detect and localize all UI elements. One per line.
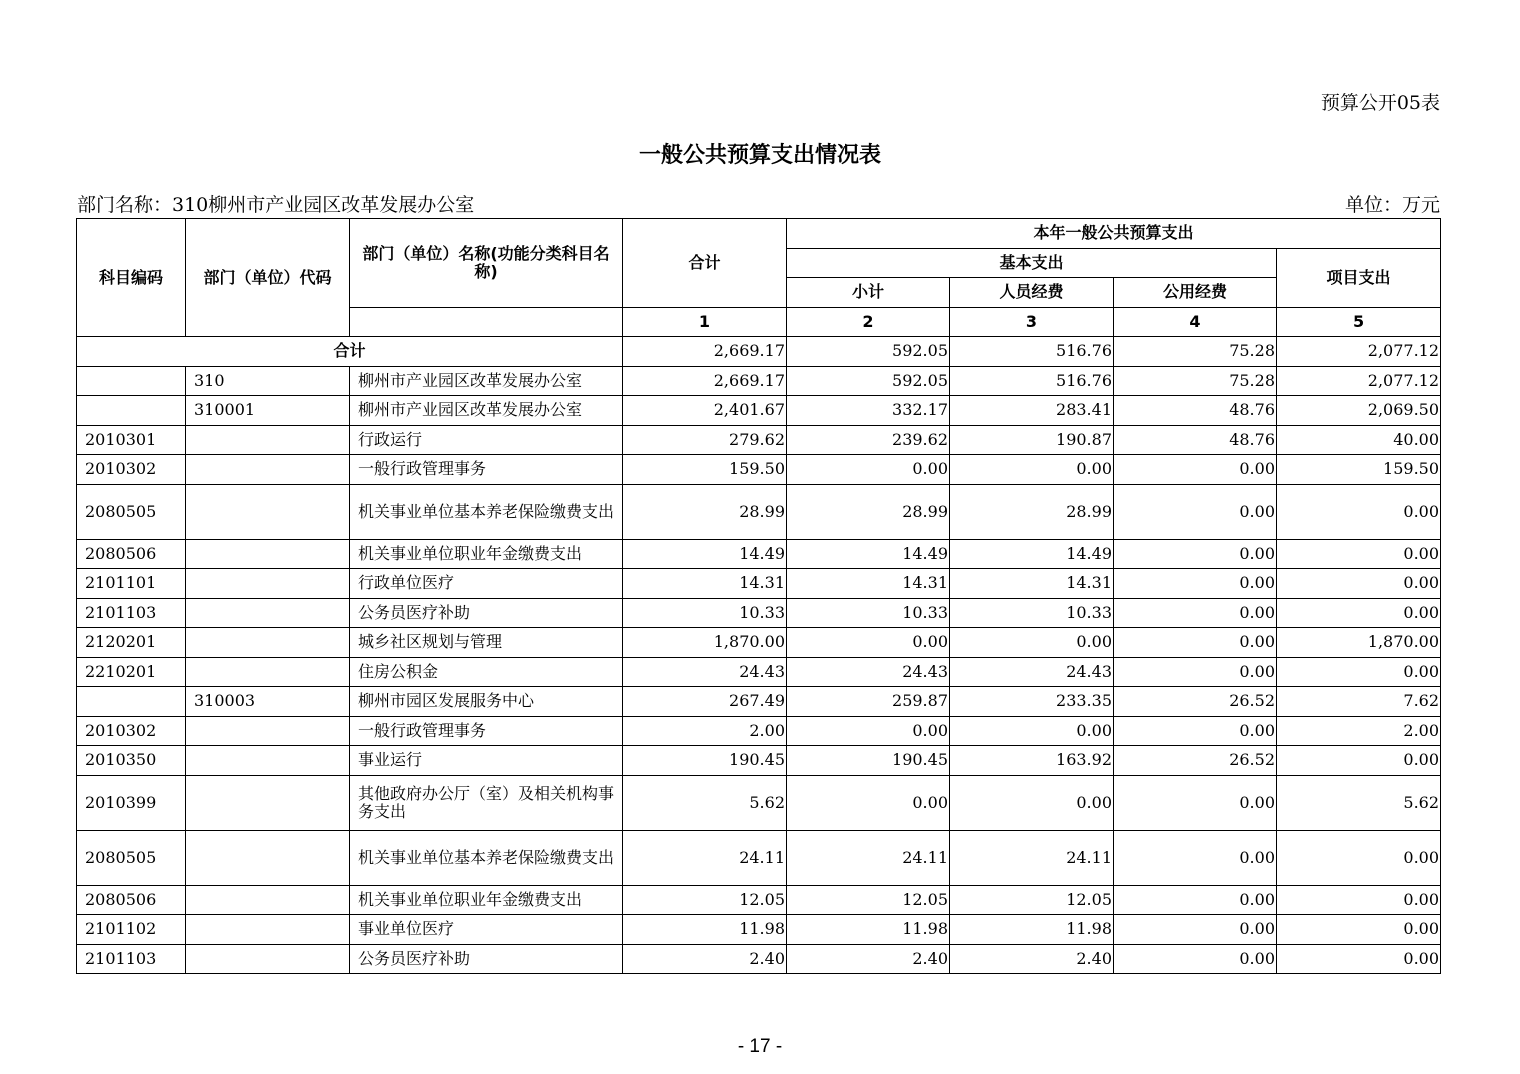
dept-code-cell [186, 539, 350, 569]
value-cell: 190.45 [787, 746, 950, 776]
subject-code-cell [77, 396, 186, 426]
subject-code-cell: 2010399 [77, 775, 186, 830]
header-subject-code: 科目编码 [77, 219, 186, 337]
value-cell: 2.40 [623, 944, 787, 974]
table-row [77, 628, 1441, 658]
value-cell: 14.31 [950, 569, 1114, 599]
value-cell: 24.43 [787, 657, 950, 687]
value-cell: 26.52 [1114, 746, 1277, 776]
dept-name-cell: 行政单位医疗 [350, 569, 623, 599]
dept-name-cell: 柳州市产业园区改革发展办公室 [350, 396, 623, 426]
dept-code-cell: 310003 [186, 687, 350, 717]
value-cell: 28.99 [623, 484, 787, 539]
value-cell: 0.00 [1277, 944, 1441, 974]
value-cell: 0.00 [950, 716, 1114, 746]
value-cell: 0.00 [1114, 484, 1277, 539]
dept-code-cell [186, 915, 350, 945]
value-cell: 2,069.50 [1277, 396, 1441, 426]
value-cell: 24.43 [950, 657, 1114, 687]
subject-code-cell: 2010350 [77, 746, 186, 776]
value-cell: 190.87 [950, 425, 1114, 455]
dept-code-cell [186, 716, 350, 746]
value-cell: 40.00 [1277, 425, 1441, 455]
budget-table [76, 218, 1441, 974]
value-cell: 0.00 [1114, 569, 1277, 599]
total-label: 合计 [77, 337, 623, 367]
dept-name-cell: 柳州市园区发展服务中心 [350, 687, 623, 717]
table-row [77, 915, 1441, 945]
value-cell: 0.00 [1277, 830, 1441, 885]
form-code: 预算公开05表 [1320, 92, 1440, 114]
table-row [77, 396, 1441, 426]
col-num-5: 5 [1277, 307, 1441, 337]
value-cell: 0.00 [1114, 716, 1277, 746]
value-cell: 14.49 [950, 539, 1114, 569]
value-cell: 1,870.00 [623, 628, 787, 658]
value-cell: 0.00 [1114, 944, 1277, 974]
subject-code-cell: 2010301 [77, 425, 186, 455]
table-row [77, 885, 1441, 915]
value-cell: 283.41 [950, 396, 1114, 426]
value-cell: 2,669.17 [623, 337, 787, 367]
dept-name-cell: 其他政府办公厅（室）及相关机构事务支出 [350, 775, 623, 830]
dept-name-cell: 一般行政管理事务 [350, 716, 623, 746]
value-cell: 12.05 [787, 885, 950, 915]
dept-name-cell: 行政运行 [350, 425, 623, 455]
value-cell: 332.17 [787, 396, 950, 426]
value-cell: 1,870.00 [1277, 628, 1441, 658]
value-cell: 0.00 [1114, 539, 1277, 569]
value-cell: 2,401.67 [623, 396, 787, 426]
table-row [77, 337, 1441, 367]
value-cell: 28.99 [950, 484, 1114, 539]
value-cell: 2.40 [950, 944, 1114, 974]
value-cell: 2.00 [1277, 716, 1441, 746]
value-cell: 0.00 [1277, 746, 1441, 776]
value-cell: 2.40 [787, 944, 950, 974]
header-empty [350, 307, 623, 337]
table-row [77, 598, 1441, 628]
value-cell: 12.05 [623, 885, 787, 915]
dept-name-cell: 事业运行 [350, 746, 623, 776]
header-project: 项目支出 [1277, 248, 1441, 307]
dept-code-cell: 310001 [186, 396, 350, 426]
value-cell: 10.33 [787, 598, 950, 628]
value-cell: 159.50 [623, 455, 787, 485]
subject-code-cell: 2101103 [77, 598, 186, 628]
col-num-1: 1 [623, 307, 787, 337]
value-cell: 0.00 [787, 716, 950, 746]
dept-name-cell: 机关事业单位职业年金缴费支出 [350, 539, 623, 569]
dept-code-cell [186, 484, 350, 539]
dept-code-cell [186, 598, 350, 628]
value-cell: 0.00 [1277, 569, 1441, 599]
value-cell: 5.62 [623, 775, 787, 830]
subject-code-cell [77, 366, 186, 396]
header-dept-code: 部门（单位）代码 [186, 219, 350, 337]
dept-name-cell: 城乡社区规划与管理 [350, 628, 623, 658]
value-cell: 10.33 [623, 598, 787, 628]
header-dept-name: 部门（单位）名称(功能分类科目名称) [350, 219, 623, 308]
unit-label: 单位：万元 [1344, 194, 1440, 216]
dept-code-cell [186, 425, 350, 455]
table-row [77, 716, 1441, 746]
value-cell: 0.00 [1114, 657, 1277, 687]
subject-code-cell: 2101102 [77, 915, 186, 945]
value-cell: 11.98 [950, 915, 1114, 945]
table-row [77, 687, 1441, 717]
value-cell: 0.00 [950, 455, 1114, 485]
value-cell: 239.62 [787, 425, 950, 455]
table-row [77, 657, 1441, 687]
dept-name-cell: 住房公积金 [350, 657, 623, 687]
value-cell: 12.05 [950, 885, 1114, 915]
value-cell: 0.00 [787, 628, 950, 658]
subject-code-cell: 2101101 [77, 569, 186, 599]
header-personnel: 人员经费 [950, 278, 1114, 308]
header-subtotal: 小计 [787, 278, 950, 308]
value-cell: 0.00 [787, 455, 950, 485]
dept-name-cell: 事业单位医疗 [350, 915, 623, 945]
subject-code-cell: 2120201 [77, 628, 186, 658]
value-cell: 0.00 [1114, 915, 1277, 945]
value-cell: 24.43 [623, 657, 787, 687]
dept-code-cell [186, 885, 350, 915]
dept-code-cell [186, 944, 350, 974]
value-cell: 516.76 [950, 337, 1114, 367]
dept-name-cell: 机关事业单位基本养老保险缴费支出 [350, 484, 623, 539]
value-cell: 233.35 [950, 687, 1114, 717]
table-row [77, 569, 1441, 599]
value-cell: 0.00 [1277, 885, 1441, 915]
dept-code-cell [186, 746, 350, 776]
header-basic: 基本支出 [787, 248, 1277, 278]
table-row [77, 775, 1441, 830]
value-cell: 267.49 [623, 687, 787, 717]
value-cell: 24.11 [623, 830, 787, 885]
table-body [77, 337, 1441, 974]
dept-code-cell [186, 455, 350, 485]
table-row [77, 484, 1441, 539]
dept-name-cell: 机关事业单位职业年金缴费支出 [350, 885, 623, 915]
table-row [77, 366, 1441, 396]
value-cell: 592.05 [787, 366, 950, 396]
table-row [77, 746, 1441, 776]
subject-code-cell: 2080506 [77, 539, 186, 569]
value-cell: 0.00 [950, 628, 1114, 658]
subject-code-cell: 2010302 [77, 716, 186, 746]
dept-code-cell [186, 628, 350, 658]
value-cell: 2,077.12 [1277, 337, 1441, 367]
table-row [77, 425, 1441, 455]
dept-code-cell [186, 569, 350, 599]
value-cell: 592.05 [787, 337, 950, 367]
col-num-2: 2 [787, 307, 950, 337]
col-num-3: 3 [950, 307, 1114, 337]
value-cell: 279.62 [623, 425, 787, 455]
value-cell: 24.11 [787, 830, 950, 885]
dept-name-cell: 公务员医疗补助 [350, 944, 623, 974]
value-cell: 0.00 [1114, 885, 1277, 915]
page-title: 一般公共预算支出情况表 [638, 143, 881, 168]
dept-name-cell: 一般行政管理事务 [350, 455, 623, 485]
table-row [77, 539, 1441, 569]
dept-name-cell: 柳州市产业园区改革发展办公室 [350, 366, 623, 396]
value-cell: 516.76 [950, 366, 1114, 396]
department-label: 部门名称：310柳州市产业园区改革发展办公室 [77, 194, 475, 216]
value-cell: 75.28 [1114, 337, 1277, 367]
value-cell: 75.28 [1114, 366, 1277, 396]
value-cell: 0.00 [1277, 484, 1441, 539]
value-cell: 5.62 [1277, 775, 1441, 830]
value-cell: 26.52 [1114, 687, 1277, 717]
value-cell: 0.00 [1277, 598, 1441, 628]
value-cell: 0.00 [950, 775, 1114, 830]
value-cell: 159.50 [1277, 455, 1441, 485]
table-row [77, 944, 1441, 974]
value-cell: 2,077.12 [1277, 366, 1441, 396]
header-current-year: 本年一般公共预算支出 [787, 219, 1441, 249]
subject-code-cell: 2080506 [77, 885, 186, 915]
subject-code-cell: 2080505 [77, 484, 186, 539]
dept-code-cell [186, 830, 350, 885]
dept-code-cell: 310 [186, 366, 350, 396]
value-cell: 24.11 [950, 830, 1114, 885]
dept-name-cell: 机关事业单位基本养老保险缴费支出 [350, 830, 623, 885]
value-cell: 14.49 [787, 539, 950, 569]
value-cell: 10.33 [950, 598, 1114, 628]
value-cell: 2,669.17 [623, 366, 787, 396]
header-public: 公用经费 [1114, 278, 1277, 308]
value-cell: 11.98 [787, 915, 950, 945]
value-cell: 0.00 [1114, 598, 1277, 628]
dept-code-cell [186, 657, 350, 687]
value-cell: 28.99 [787, 484, 950, 539]
table-row [77, 830, 1441, 885]
table-row [77, 455, 1441, 485]
value-cell: 259.87 [787, 687, 950, 717]
subject-code-cell: 2010302 [77, 455, 186, 485]
value-cell: 48.76 [1114, 425, 1277, 455]
subject-code-cell [77, 687, 186, 717]
dept-name-cell: 公务员医疗补助 [350, 598, 623, 628]
value-cell: 0.00 [1114, 455, 1277, 485]
value-cell: 2.00 [623, 716, 787, 746]
value-cell: 0.00 [1277, 915, 1441, 945]
value-cell: 7.62 [1277, 687, 1441, 717]
dept-code-cell [186, 775, 350, 830]
value-cell: 14.31 [787, 569, 950, 599]
subject-code-cell: 2101103 [77, 944, 186, 974]
value-cell: 14.31 [623, 569, 787, 599]
value-cell: 0.00 [1114, 830, 1277, 885]
value-cell: 14.49 [623, 539, 787, 569]
subject-code-cell: 2080505 [77, 830, 186, 885]
page-number: - 17 - [737, 1036, 783, 1057]
col-num-4: 4 [1114, 307, 1277, 337]
value-cell: 48.76 [1114, 396, 1277, 426]
header-total: 合计 [623, 219, 787, 308]
value-cell: 0.00 [1114, 775, 1277, 830]
value-cell: 0.00 [1277, 657, 1441, 687]
value-cell: 190.45 [623, 746, 787, 776]
value-cell: 0.00 [1277, 539, 1441, 569]
value-cell: 0.00 [1114, 628, 1277, 658]
value-cell: 0.00 [787, 775, 950, 830]
value-cell: 163.92 [950, 746, 1114, 776]
value-cell: 11.98 [623, 915, 787, 945]
subject-code-cell: 2210201 [77, 657, 186, 687]
